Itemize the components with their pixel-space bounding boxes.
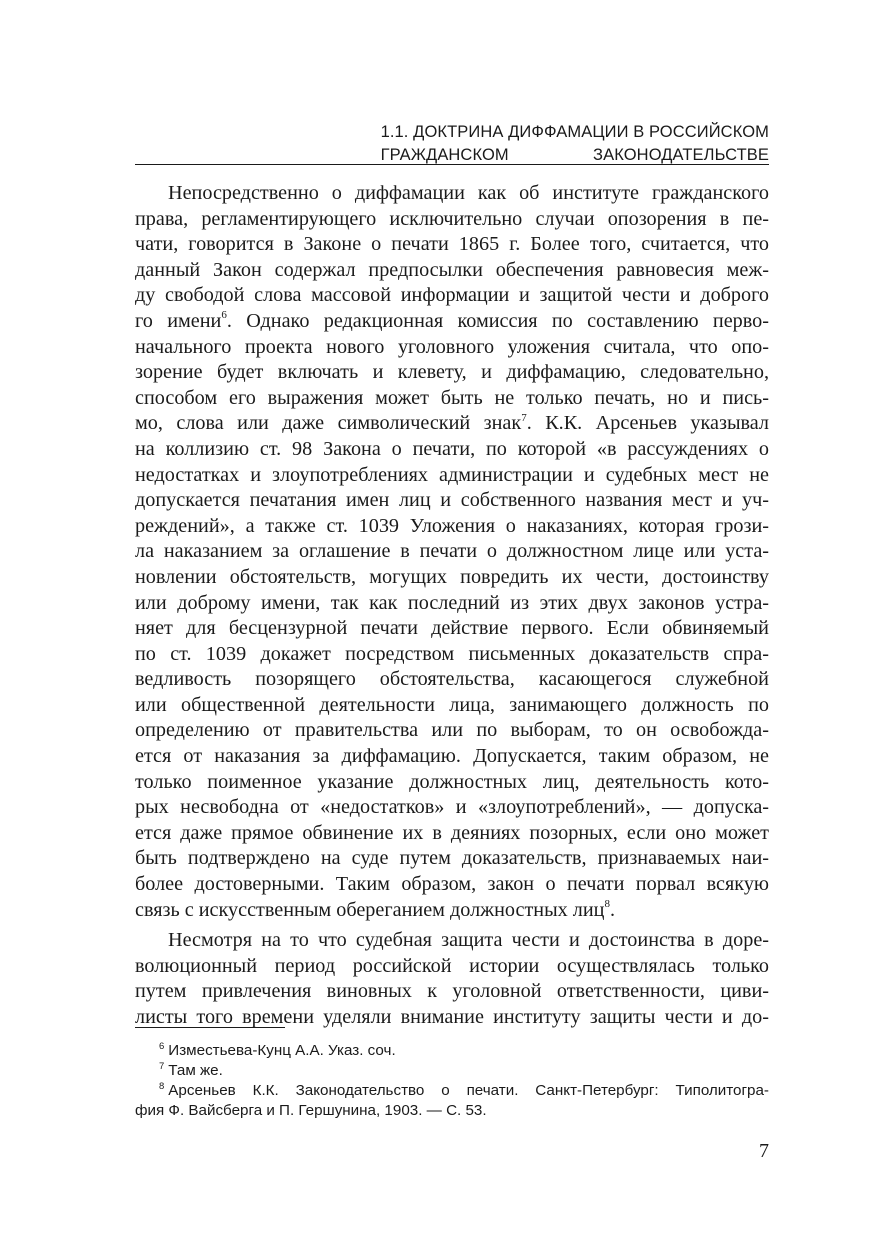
text-fragment: . Однако редакционная комиссия по составлению перво- [226,309,769,332]
running-header [381,121,769,167]
text-fragment: . [609,898,616,921]
text-line: по ст. 1039 докажет посредством письменных доказательств спра- [135,642,769,665]
footnote-text: Там же. [168,1062,223,1079]
text-line: на коллизию ст. 98 Закона о печати, по которой «в рассуждениях о [135,437,769,460]
text-line: няет для бесцензурной печати действие первого. Если обвиняемый [135,617,769,640]
footnotes [135,1041,769,1121]
footnote-text: Арсеньев К.К. Законодательство о печати. Санкт-Петербург: Типолитогра- [168,1082,769,1099]
running-header-line-2: ГРАЖДАНСКОМ ЗАКОНОДАТЕЛЬСТВЕ [380,146,769,164]
text-line: ведливость позорящего обстоятельства, касающегося служебной [135,668,769,691]
text-line: ла наказанием за оглашение в печати о должностном лице или уста- [135,540,769,563]
footnote-text: Изместьева-Кунц А.А. Указ. соч. [168,1042,396,1059]
text-line: волюционный период российской истории осуществлялась только [135,954,769,977]
main-text [135,181,769,1031]
footnote-number: 8 [159,1080,165,1092]
text-line: реждений», а также ст. 1039 Уложения о наказаниях, которая грози- [135,514,769,537]
text-line: или доброму имени, так как последний из этих двух законов устра- [135,591,769,614]
footnote-6 [135,1041,769,1061]
footnote-ref-6[interactable]: 6 [221,309,227,322]
footnote-ref-8[interactable]: 8 [604,897,610,910]
text-line [135,309,769,335]
running-header-line-1: 1.1. ДОКТРИНА ДИФФАМАЦИИ В РОССИЙСКОМ [380,123,769,141]
text-line: определению от правительства или по выборам, то он освобожда- [135,719,769,742]
page-number: 7 [759,1140,769,1162]
text-line: или общественной деятельности лица, занимающего должность по [135,693,769,716]
text-fragment: го имени [135,309,222,332]
text-line: листы того времени уделяли внимание институту защиты чести и до- [135,1006,769,1028]
text-line: путем привлечения виновных к уголовной ответственности, циви- [135,980,769,1003]
footnote-number: 7 [159,1060,165,1072]
footnote-8 [135,1081,769,1101]
footnote-number: 6 [159,1040,165,1052]
text-line: недостатках и злоупотреблениях администрации и судебных мест не [135,463,769,486]
text-line: ется даже прямое обвинение их в деяниях позорных, если оно может [135,821,769,844]
text-line: начального проекта нового уголовного уложения считала, что опо- [135,335,769,358]
text-line: ду свободой слова массовой информации и защитой чести и доброго [135,284,769,307]
text-line [135,411,769,437]
text-line: быть подтверждено на суде путем доказательств, признаваемых наи- [135,847,769,870]
text-line [135,898,769,924]
text-line: рых несвободна от «недостатков» и «злоупотреблений», — допуска- [135,796,769,819]
text-line: зорение будет включать и клевету, и диффамацию, следовательно, [135,361,769,384]
text-line: только поименное указание должностных лиц, деятельность кото- [135,770,769,793]
header-rule [135,164,769,165]
text-line: более достоверными. Таким образом, закон о печати порвал всякую [135,873,769,896]
text-line: права, регламентирующего исключительно случаи опозорения в пе- [135,207,769,230]
text-line: Непосредственно о диффамации как об институте гражданского [168,182,769,204]
text-fragment: . К.К. Арсеньев указывал [526,412,770,435]
footnote-rule [135,1027,285,1028]
text-fragment: мо, слова или даже символический знак [135,412,522,435]
text-line: ется от наказания за диффамацию. Допускается, таким образом, не [135,745,769,768]
footnote-8-continuation: фия Ф. Вайсберга и П. Гершунина, 1903. — С. 53. [135,1102,487,1119]
text-line: данный Закон содержал предпосылки обеспечения равновесия меж- [135,258,769,281]
text-fragment: связь с искусственным обереганием должностных лиц [135,898,605,921]
text-line: Несмотря на то что судебная защита чести и достоинства в доре- [168,929,769,952]
footnote-ref-7[interactable]: 7 [521,411,527,424]
text-line: чати, говорится в Законе о печати 1865 г. Более того, считается, что [135,233,769,256]
text-line: способом его выражения может быть не только печать, но и пись- [135,386,769,409]
text-line: новлении обстоятельств, могущих повредить их чести, достоинству [135,565,769,588]
footnote-7 [135,1061,769,1081]
text-line: допускается печатания имен лиц и собственного названия мест и уч- [135,489,769,512]
